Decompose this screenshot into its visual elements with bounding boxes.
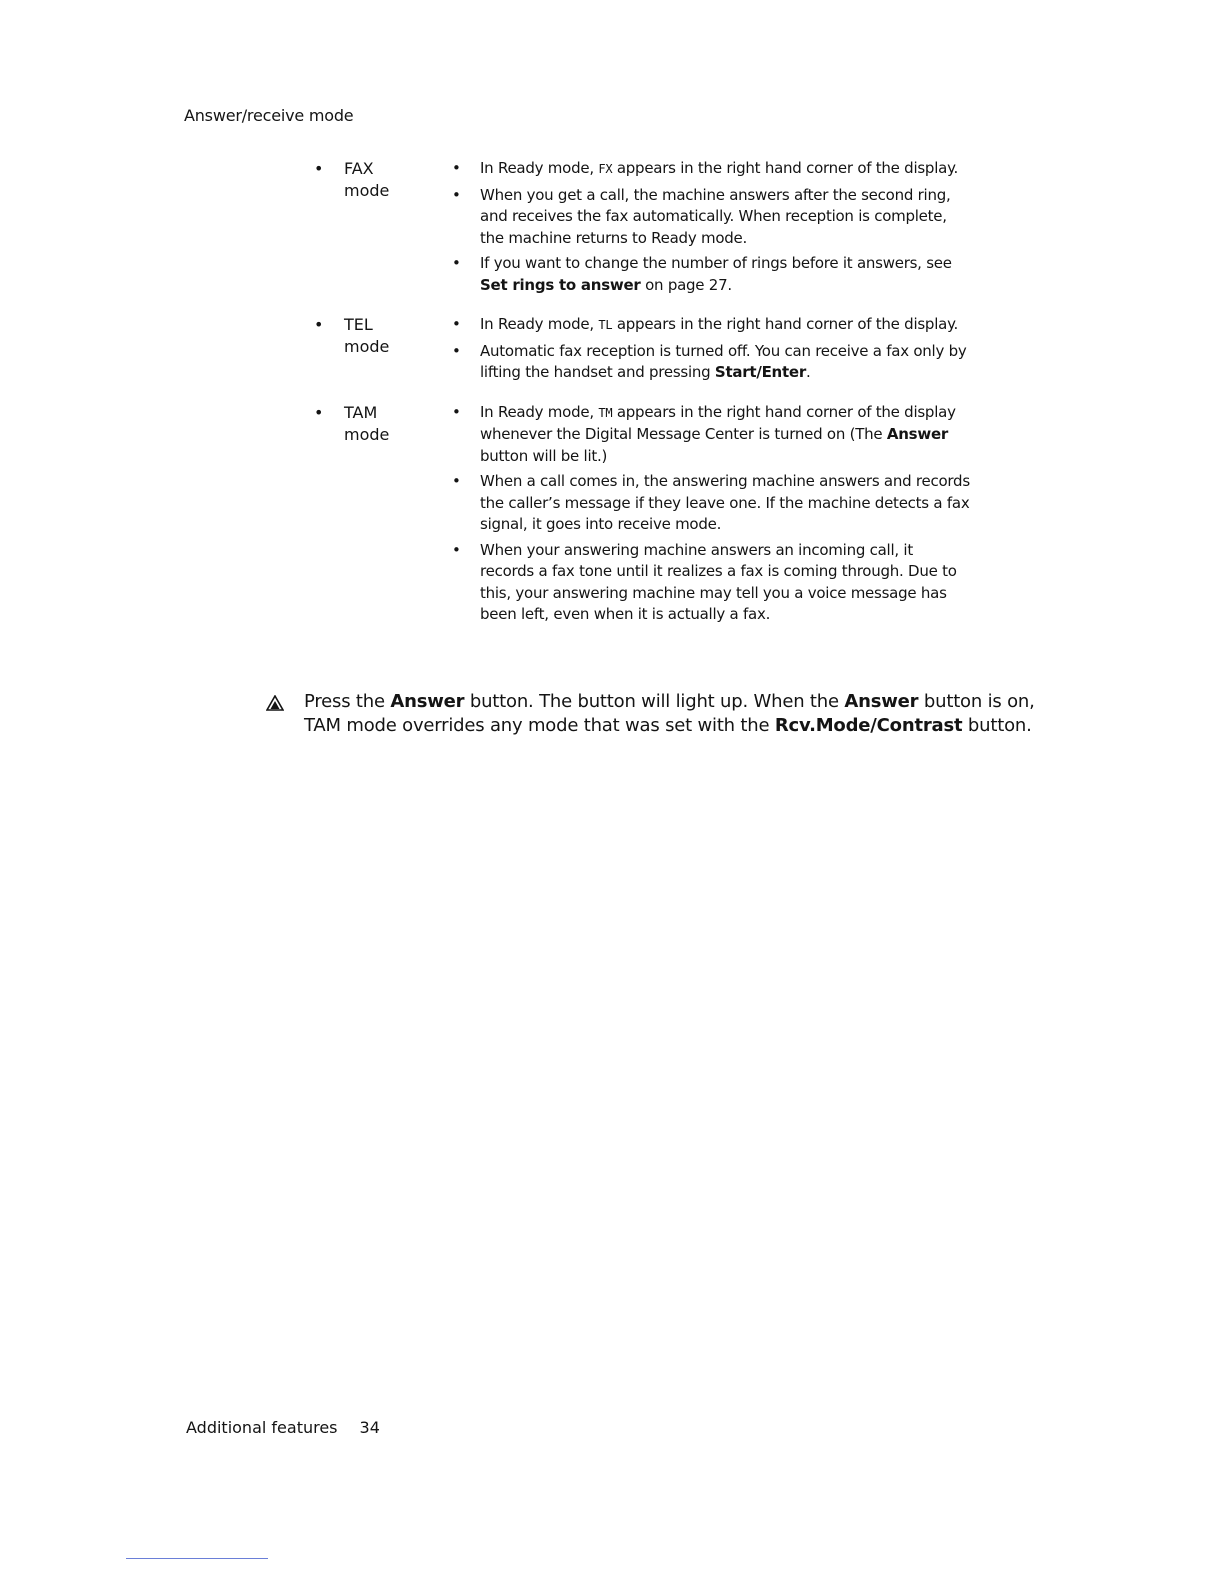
display-code: TM bbox=[598, 405, 613, 420]
list-item-text: In Ready mode, TL appears in the right hand corner of the display. bbox=[480, 315, 959, 333]
answer-button-note bbox=[266, 690, 1046, 738]
bullet-icon: • bbox=[314, 402, 324, 422]
mode-suffix: mode bbox=[344, 424, 390, 444]
bullet-icon: • bbox=[452, 159, 461, 177]
list-item bbox=[450, 341, 970, 384]
mode-tel bbox=[310, 314, 970, 388]
mode-name bbox=[310, 402, 450, 630]
bullet-icon: • bbox=[314, 315, 324, 334]
bullet-icon: • bbox=[452, 315, 461, 333]
mode-suffix: mode bbox=[344, 337, 390, 356]
mode-label: TEL bbox=[344, 315, 373, 334]
list-item bbox=[450, 471, 970, 536]
list-item bbox=[450, 253, 970, 296]
bold-term: Answer bbox=[886, 425, 949, 443]
bullet-icon: • bbox=[452, 254, 461, 272]
list-item-text: If you want to change the number of rings before it answers, see Set rings to answer on page 27. bbox=[480, 254, 952, 294]
bold-term: Set rings to answer bbox=[480, 275, 641, 294]
bullet-icon: • bbox=[452, 540, 461, 559]
mode-suffix: mode bbox=[344, 181, 390, 200]
bullet-icon: • bbox=[452, 402, 461, 421]
mode-items bbox=[450, 158, 970, 300]
bullet-icon: • bbox=[314, 159, 324, 178]
list-item bbox=[450, 185, 970, 250]
list-item bbox=[450, 540, 970, 626]
bold-term: Start/Enter bbox=[714, 363, 806, 381]
footer-rule bbox=[126, 1558, 268, 1559]
page-header: Answer/receive mode bbox=[184, 106, 354, 125]
list-item-text: In Ready mode, TM appears in the right hand corner of the display whenever the Digital Message Center is turned on (The Answer button will be lit.) bbox=[480, 402, 956, 465]
mode-fax bbox=[310, 158, 970, 300]
display-code: TL bbox=[598, 318, 613, 332]
list-item-text: In Ready mode, FX appears in the right hand corner of the display. bbox=[480, 159, 959, 177]
list-item bbox=[450, 158, 970, 181]
mode-label: TAM bbox=[344, 402, 378, 422]
mode-label: FAX bbox=[344, 159, 374, 178]
bold-term: Answer bbox=[844, 691, 919, 712]
mode-list bbox=[310, 158, 970, 644]
bullet-icon: • bbox=[452, 341, 461, 360]
note-text: Press the Answer button. The button will light up. When the Answer button is on, TAM mode overrides any mode that was set with the Rcv.Mode/Contrast button. bbox=[304, 691, 1035, 736]
warning-triangle-icon bbox=[266, 690, 304, 738]
list-item bbox=[450, 402, 970, 468]
list-item-text: When a call comes in, the answering machine answers and records the caller’s message if they leave one. If the machine detects a fax signal, it goes into receive mode. bbox=[480, 472, 970, 533]
mode-items bbox=[450, 402, 970, 630]
bold-term: Rcv.Mode/Contrast bbox=[774, 715, 963, 736]
page-number: 34 bbox=[359, 1418, 380, 1437]
mode-tam bbox=[310, 402, 970, 630]
list-item bbox=[450, 314, 970, 337]
display-code: FX bbox=[598, 162, 613, 176]
bullet-icon: • bbox=[452, 472, 461, 490]
bullet-icon: • bbox=[452, 185, 461, 204]
mode-name bbox=[310, 158, 450, 300]
list-item-text: When your answering machine answers an incoming call, it records a fax tone until it realizes a fax is coming through. Due to this, your answering machine may tell you a voice message has been left, even when it is actually a fax. bbox=[480, 540, 957, 623]
mode-items bbox=[450, 314, 970, 388]
footer-section: Additional features bbox=[186, 1418, 338, 1437]
list-item-text: When you get a call, the machine answers after the second ring, and receives the fax automatically. When reception is complete, the machine returns to Ready mode. bbox=[480, 185, 951, 247]
list-item-text: Automatic fax reception is turned off. You can receive a fax only by lifting the handset and pressing Start/Enter. bbox=[480, 341, 967, 381]
bold-term: Answer bbox=[390, 691, 465, 712]
mode-name bbox=[310, 314, 450, 388]
page-footer bbox=[186, 1418, 380, 1437]
